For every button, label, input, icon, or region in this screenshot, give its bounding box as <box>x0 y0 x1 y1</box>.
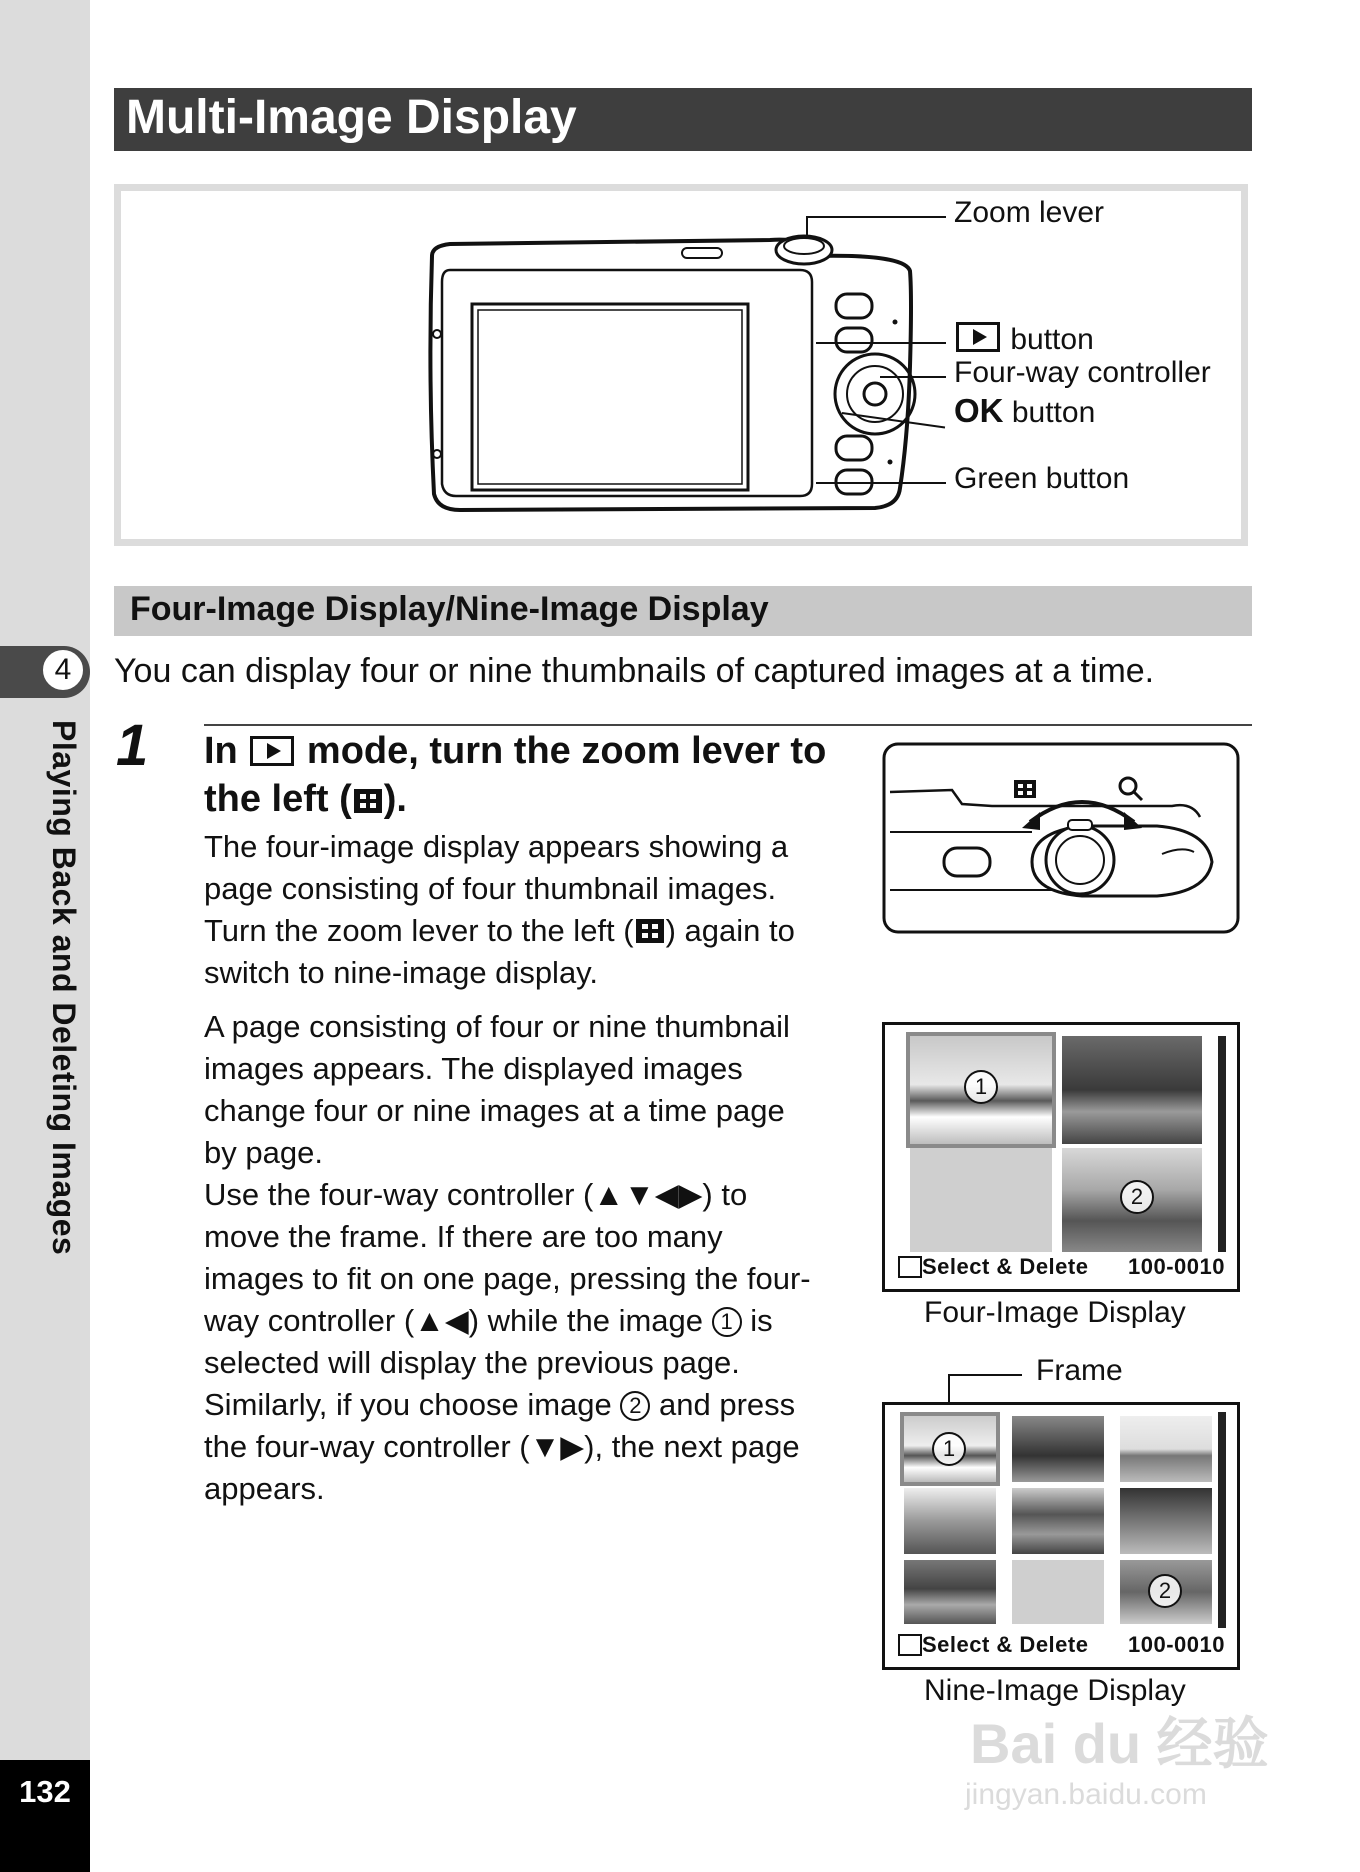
nine-image-caption: Nine-Image Display <box>924 1674 1186 1707</box>
image-1-badge: 1 <box>712 1307 742 1337</box>
four-way-leader <box>880 376 946 378</box>
four-image-scrollbar[interactable] <box>1218 1036 1226 1252</box>
frame-leader <box>948 1374 1022 1376</box>
frame-label: Frame <box>1036 1354 1123 1387</box>
nine-thumb-7[interactable] <box>904 1560 996 1624</box>
thumbnail-blank-voice[interactable] <box>910 1148 1052 1252</box>
subsection-title: Four-Image Display/Nine-Image Display <box>130 590 769 628</box>
nine-thumb-5[interactable] <box>1012 1488 1104 1554</box>
page-number: 132 <box>19 1774 71 1809</box>
callout-green-button: Green button <box>954 462 1130 495</box>
section-title: Multi-Image Display <box>126 91 577 144</box>
nine-thumb-6[interactable] <box>1120 1488 1212 1554</box>
playback-button-leader <box>816 342 946 344</box>
zoom-lever-illustration <box>882 742 1240 934</box>
nine-image-1-badge: 1 <box>932 1432 966 1466</box>
zoom-lever-leader-drop <box>806 216 808 236</box>
multi-image-icon <box>636 919 664 943</box>
thumbnail-dolphin[interactable] <box>1062 1036 1202 1144</box>
callout-zoom-lever: Zoom lever <box>954 196 1105 229</box>
image-1-badge: 1 <box>964 1070 998 1104</box>
intro-text: You can display four or nine thumbnails of captured images at a time. <box>114 652 1155 690</box>
four-image-status-left: Select & Delete <box>898 1254 1088 1280</box>
chapter-title-vertical: Playing Back and Deleting Images <box>46 720 82 1256</box>
playback-icon <box>956 322 1000 352</box>
four-image-status-right: 100-0010 <box>1128 1254 1225 1279</box>
step-paragraph-1: The four-image display appears showing a page consisting of four thumbnail images. Turn the zoom lever to the left ( ) again to switch to nine-image display. <box>204 829 795 990</box>
step-number: 1 <box>116 713 149 778</box>
callout-playback-button: button <box>954 322 1094 357</box>
nine-image-2-badge: 2 <box>1148 1574 1182 1608</box>
multi-image-icon <box>354 789 382 813</box>
chapter-number: 4 <box>40 647 86 693</box>
step-rule <box>204 724 1252 726</box>
green-button-leader <box>816 482 946 484</box>
step-heading-line2: the left ( ). <box>204 778 407 820</box>
image-2-badge: 2 <box>620 1391 650 1421</box>
callout-ok-button: OK button <box>954 392 1096 429</box>
four-image-caption: Four-Image Display <box>924 1296 1186 1329</box>
trash-icon <box>898 1634 922 1656</box>
nine-thumb-4[interactable] <box>904 1488 996 1554</box>
trash-icon <box>898 1256 922 1278</box>
step-heading-line1: In mode, turn the zoom lever to <box>204 730 827 772</box>
playback-mode-icon <box>250 736 294 766</box>
ok-glyph: OK <box>954 392 1004 429</box>
nine-thumb-2[interactable] <box>1012 1416 1104 1482</box>
step-paragraph-2: A page consisting of four or nine thumbnail images appears. The displayed images change four or nine images at a time page by page. Use the four-way controller (▲▼◀▶) to move the frame. If there are too many images to fit on one page, pressing the four- way controller (▲◀) while the image 1 is selected will display the previous page. Similarly, if you choose image 2 and press the four-way controller (▼▶), the next page appears. <box>204 1009 811 1506</box>
watermark-logo: Bai du 经验 <box>970 1712 1269 1775</box>
nine-image-scrollbar[interactable] <box>1218 1412 1226 1628</box>
nine-thumb-3[interactable] <box>1120 1416 1212 1482</box>
nine-image-status-right: 100-0010 <box>1128 1632 1225 1657</box>
zoom-lever-leader <box>806 216 946 218</box>
image-2-badge: 2 <box>1120 1180 1154 1214</box>
camera-back-illustration <box>420 226 940 516</box>
nine-thumb-8[interactable] <box>1012 1560 1104 1624</box>
nine-image-status-left: Select & Delete <box>898 1632 1088 1658</box>
watermark-url: jingyan.baidu.com <box>965 1778 1207 1811</box>
callout-four-way-controller: Four-way controller <box>954 356 1211 389</box>
